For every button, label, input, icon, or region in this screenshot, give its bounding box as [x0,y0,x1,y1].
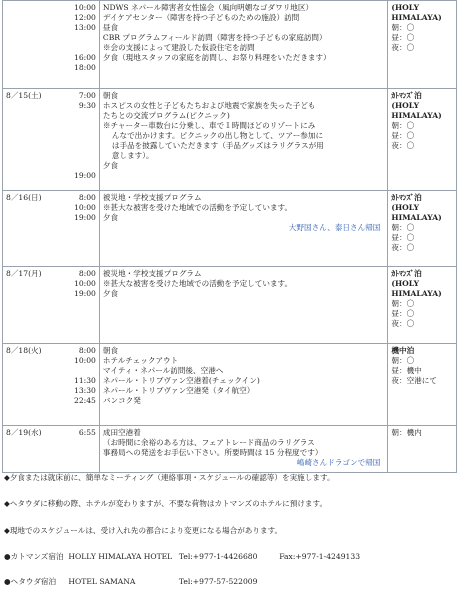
time-entry [56,121,96,131]
row-activities [99,89,388,191]
meal-line: 夜：〇 [391,141,415,150]
activity-line: ホスピスの女性と子どもたちおよび地震で家族を失った子ども [102,101,316,110]
activity-line: 夕食 [102,213,119,222]
activity-line: たちとの交流プログラム(ピクニック) [102,111,230,120]
meal-line: 朝：〇 [391,299,415,308]
activity-line: 成田空港着 [102,428,141,437]
row-times [53,191,99,267]
lodging-line: 機中泊 [391,346,415,355]
row-times [53,344,99,426]
time-entry: 7:00 [78,91,96,100]
activity-line: ※甚大な被害を受けた地域での活動を予定しています。 [102,279,293,288]
footer-contact-kathmandu [4,551,360,562]
time-entry: 8:00 [78,346,96,355]
row-activities [99,191,388,267]
return-note: 大野国さん、泰日さん帰国 [288,223,381,232]
row-lodging-meals [388,426,457,473]
return-note: 嶋崎さんドラゴンで帰国 [296,458,381,467]
activity-line: デイケアセンター（障害を持つ子どものための施設）訪問 [102,13,300,22]
lodging-line: (HOLY [391,101,420,110]
contact-tel: Tel:+977-1-4426680 [178,552,258,561]
row-activities [99,267,388,344]
time-entry: 19:00 [74,171,96,180]
lodging-line: (HOLY [391,279,420,288]
row-date: 8／15(土) [3,89,54,191]
meal-line: 夜：〇 [391,319,415,328]
activity-line: ネパール・トリブヴァン空港発（タイ航空） [102,386,255,395]
itinerary-row [3,344,457,426]
itinerary-table [2,0,457,473]
time-entry: 10:00 [74,279,96,288]
activity-line: 朝食 [102,346,119,355]
lodging-line: ｶﾄﾏﾝｽﾞ泊 [391,193,422,202]
itinerary-row [3,89,457,191]
activity-line: 被災地・学校支援プログラム [102,193,202,202]
row-lodging-meals [388,344,457,426]
lodging-line: HIMALAYA) [391,13,442,22]
time-entry: 22:45 [74,396,96,405]
time-entry: 16:00 [74,53,96,62]
activity-line: 意します）。 [111,151,154,160]
activity-line: ネパール・トリブヴァン空港着(チェックイン) [102,376,260,385]
time-entry: 8:00 [78,193,96,202]
meal-line: 昼：〇 [391,309,415,318]
row-lodging-meals [388,191,457,267]
contact-tel: Tel:+977-57-522009 [178,577,258,586]
row-date: 8／19(水) [3,426,54,473]
activity-line: CBR プログラムフィールド訪問（障害を持つ子どもの家庭訪問） [102,33,327,42]
row-lodging-meals [388,1,457,89]
time-entry: 19:00 [74,289,96,298]
activity-line: んなで出かけます。ピクニックの出し物として、ツアー参加に [111,131,324,140]
footer-contact-hetauda [4,576,257,587]
time-entry: 10:00 [74,203,96,212]
contact-label: ●ヘタウダ宿泊 [4,577,57,586]
time-entry [56,161,96,171]
time-entry: 12:00 [74,13,96,22]
time-entry: 6:55 [78,428,96,437]
lodging-line: ｶﾄﾏﾝｽﾞ泊 [391,269,422,278]
row-date: 8／17(月) [3,267,54,344]
itinerary-row [3,267,457,344]
row-date: 8／16(日) [3,191,54,267]
row-times [53,426,99,473]
time-entry: 10:00 [74,3,96,12]
time-entry [56,33,96,43]
activity-line: 被災地・学校支援プログラム [102,269,202,278]
time-entry: 11:30 [74,376,96,385]
time-entry: 13:30 [74,386,96,395]
footer-note-schedule-change: ◆現地でのスケジュールは、受け入れ先の都合により変更になる場合があります。 [4,526,283,535]
meal-line: 夜：空港にて [391,376,437,385]
time-entry: 19:00 [74,213,96,222]
contact-fax: Fax:+977-1-4249133 [279,552,361,561]
activity-line: ※会の支援によって建設した仮設住宅を訪問 [102,43,255,52]
time-entry: 9:30 [78,101,96,110]
meal-line: 昼：〇 [391,233,415,242]
itinerary-table-body [3,1,457,473]
activity-line: 夕食 [102,161,119,170]
meal-line: 昼：〇 [391,33,415,42]
time-entry: 13:00 [74,23,96,32]
activity-line: 昼食 [102,23,119,32]
lodging-line: (HOLY [391,203,420,212]
row-date [3,1,54,89]
time-entry [56,43,96,53]
lodging-line: (HOLY [391,3,420,12]
lodging-line: ｶﾄﾏﾝｽﾞ泊 [391,91,422,100]
meal-line: 夜：〇 [391,43,415,52]
activity-line: NDWS ネパール障害者女性協会（風向明媚なゴダワリ地区） [102,3,314,12]
lodging-line: HIMALAYA) [391,213,442,222]
time-entry [56,366,96,376]
activity-line: 事務局への発送をお手伝い下さい。所要時間は 15 分程度です） [102,448,323,457]
activity-line: ※甚大な被害を受けた地域での活動を予定しています。 [102,203,293,212]
time-entry: 8:00 [78,269,96,278]
meal-line: 朝：〇 [391,121,415,130]
meal-line: 朝：機内 [391,428,422,437]
activity-line: （お時間に余裕のある方は、フェアトレード商品のラリグラス [102,438,315,447]
row-times [53,89,99,191]
activity-line: ※チャーター車数台に分乗し、車で１時間ほどのリゾートにみ [102,121,316,130]
time-entry [56,141,96,151]
activity-line: 夕食 [102,289,119,298]
row-activities [99,426,388,473]
row-times [53,267,99,344]
time-entry [56,151,96,161]
time-entry [56,111,96,121]
time-entry: 10:00 [74,356,96,365]
contact-hotel: HOLLY HIMALAYA HOTEL [68,552,173,561]
lodging-line: HIMALAYA) [391,289,442,298]
contact-hotel: HOTEL SAMANA [68,577,136,586]
activity-line: 朝食 [102,91,119,100]
lodging-line: HIMALAYA) [391,111,442,120]
itinerary-row [3,426,457,473]
meal-line: 昼：〇 [391,131,415,140]
meal-line: 昼：機中 [391,366,422,375]
row-activities [99,344,388,426]
time-entry [56,131,96,141]
itinerary-row [3,191,457,267]
activity-line: は手品を披露していただきます（手品グッズはラリグラスが用 [111,141,324,150]
meal-line: 朝：〇 [391,23,415,32]
time-entry: 18:00 [74,63,96,72]
meal-line: 朝：〇 [391,356,415,365]
footer-note-meeting: ◆夕食または就床前に、簡単なミーティング（連絡事項・スケジュールの確認等）を実施します。 [4,473,335,482]
row-lodging-meals [388,89,457,191]
meal-line: 夜：〇 [391,243,415,252]
activity-line: バンコク発 [102,396,141,405]
activity-line: マイティ・ネパール訪問後、空港へ [102,366,224,375]
contact-label: ●カトマンズ宿泊 [4,552,64,561]
row-times [53,1,99,89]
footer-note-hetauda-luggage: ◆ヘタウダに移動の際、ホテルが変わりますが、不要な荷物はカトマンズのホテルに預けます。 [4,499,328,508]
meal-line: 朝：〇 [391,223,415,232]
activity-line: 夕食（現地スタッフの家庭を訪問し、お祭り料理をいただきます） [102,53,331,62]
activity-line: ホテルチェックアウト [102,356,179,365]
itinerary-row [3,1,457,89]
row-date: 8／18(火) [3,344,54,426]
row-lodging-meals [388,267,457,344]
row-activities [99,1,388,89]
